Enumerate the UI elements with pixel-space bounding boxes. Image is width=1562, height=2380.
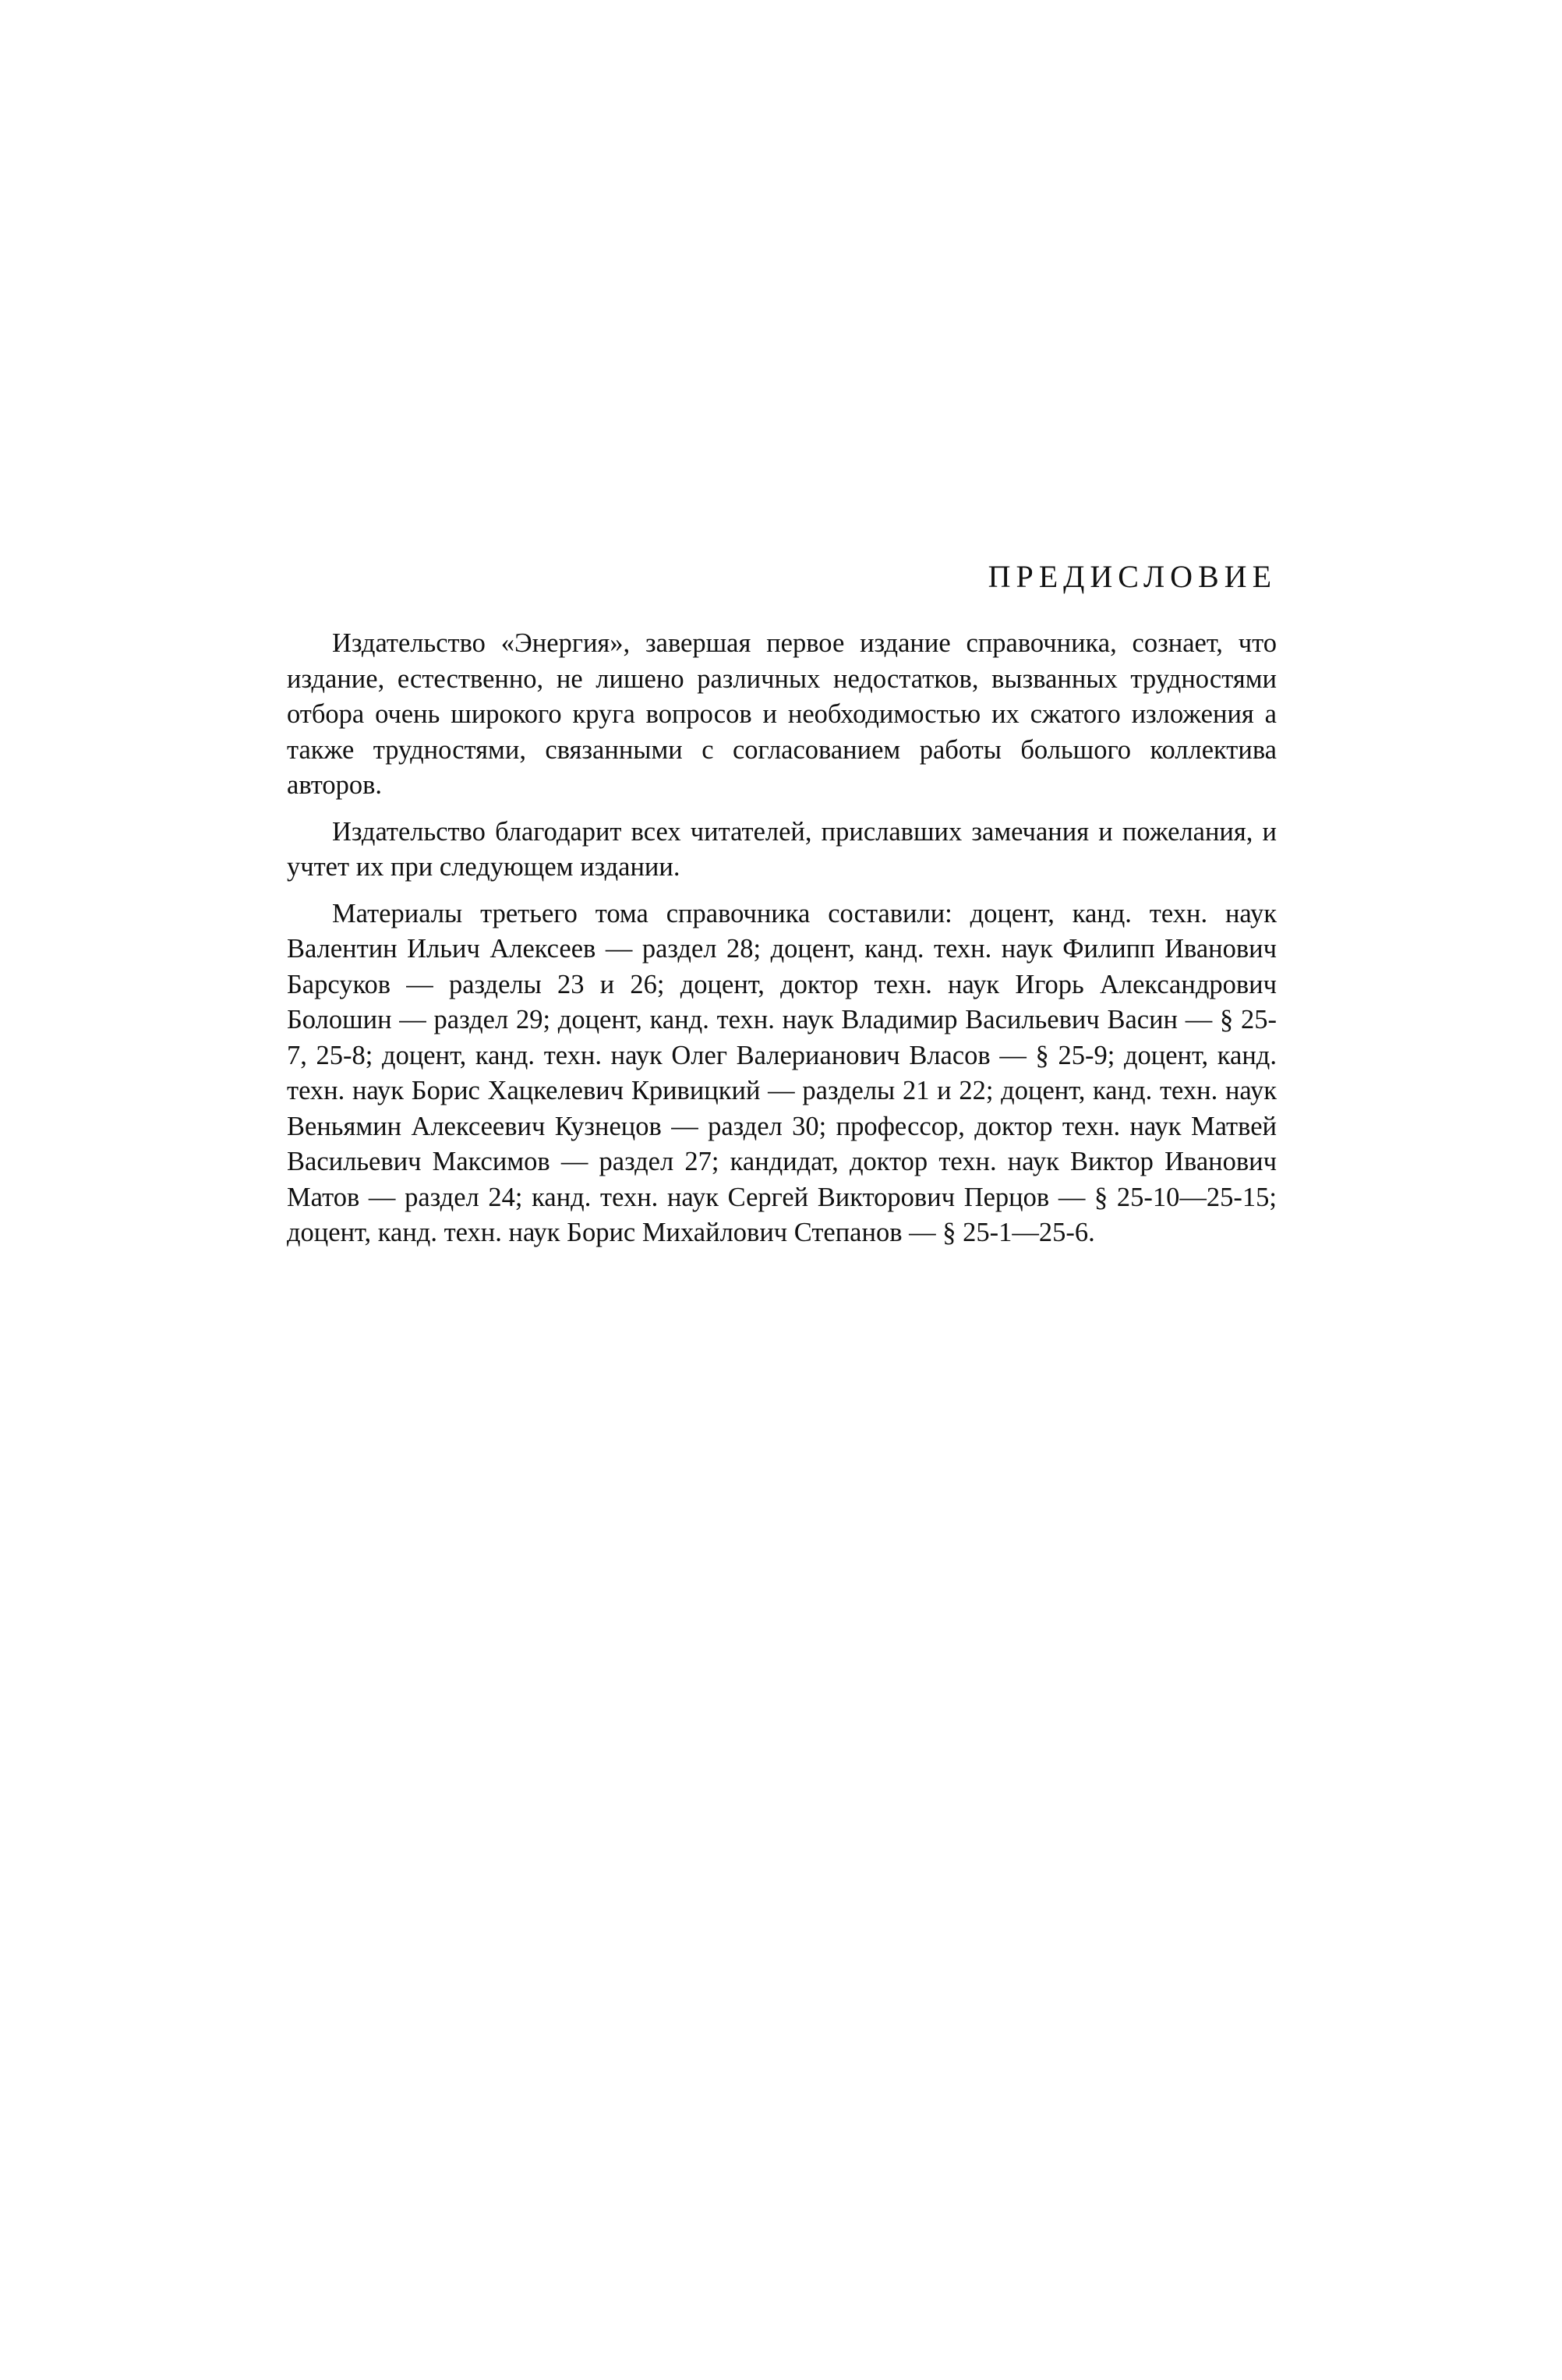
- paragraph-publisher-note: Издательство «Энергия», завершая первое издание справочника, сознает, что издание, естественно, не лишено различных недостатков, вызванных трудностями отбора очень широкого круга вопросов и необходимостью их сжатого изложения а также трудностями, связанными с согласованием работы большого коллектива авторов.: [287, 628, 1277, 800]
- paragraph-acknowledgement: Издательство благодарит всех читателей, приславших замечания и пожелания, и учтет их при следующем издании.: [287, 816, 1277, 882]
- paragraph-authors: Материалы третьего тома справочника составили: доцент, канд. техн. наук Валентин Ильич Алексеев — раздел 28; доцент, канд. техн. наук Филипп Иванович Барсуков — разделы 23 и 26; доцент, доктор техн. наук Игорь Александрович Болошин — раздел 29; доцент, канд. техн. наук Владимир Васильевич Васин — § 25-7, 25-8; доцент, канд. техн. наук Олег Валерианович Власов — § 25-9; доцент, канд. техн. наук Борис Хацкелевич Кривицкий — разделы 21 и 22; доцент, канд. техн. наук Веньямин Алексеевич Кузнецов — раздел 30; профессор, доктор техн. наук Матвей Васильевич Максимов — раздел 27; кандидат, доктор техн. наук Виктор Иванович Матов — раздел 24; канд. техн. наук Сергей Викторович Перцов — § 25-10—25-15; доцент, канд. техн. наук Борис Михайлович Степанов — § 25-1—25-6.: [287, 898, 1277, 1247]
- preface-section: [287, 557, 1277, 1262]
- page-title: ПРЕДИСЛОВИЕ: [988, 559, 1277, 594]
